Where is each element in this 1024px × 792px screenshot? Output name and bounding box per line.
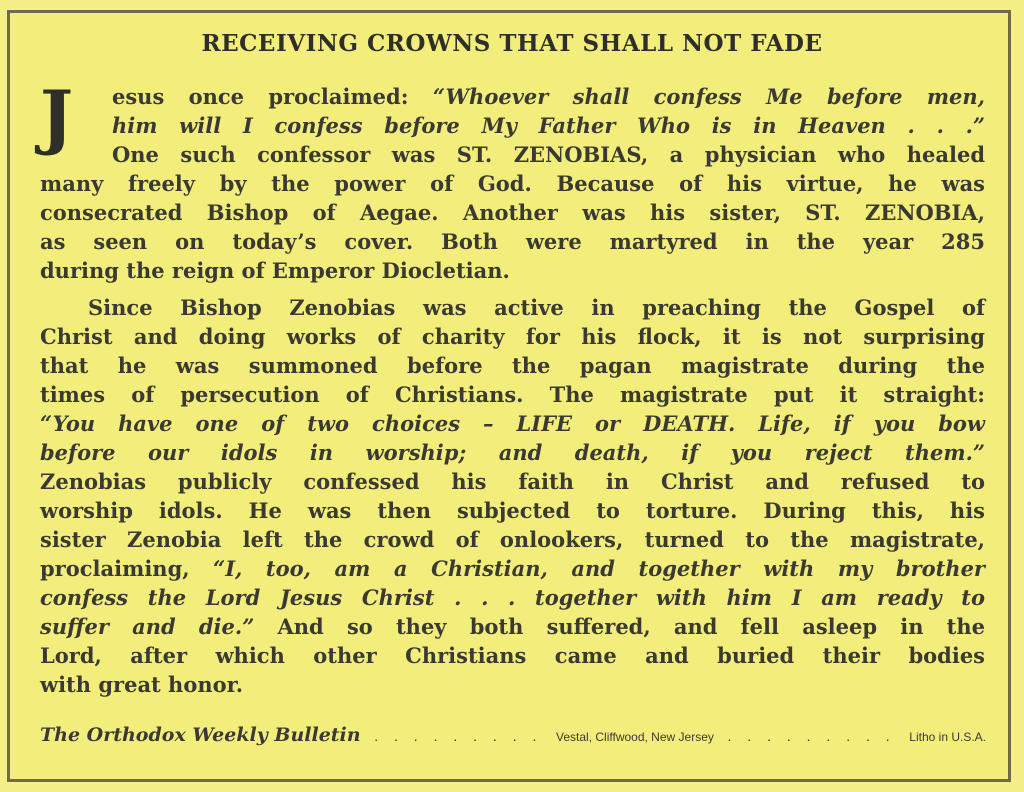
print-note: Litho in U.S.A. xyxy=(909,730,987,744)
paragraph2-line7: Zenobias publicly confessed his faith in Christ and refused to xyxy=(40,469,985,494)
leader-dots: . . . . . . . . . xyxy=(727,728,896,744)
paragraph2-line9: sister Zenobia left the crowd of onlookers, turned to the magistrate, xyxy=(40,527,985,552)
quote-text: “Whoever shall confess Me before men, xyxy=(432,84,985,109)
text-run: esus once proclaimed: xyxy=(112,84,433,109)
paragraph2-line5: “You have one of two choices – LIFE or DEATH. Life, if you bow xyxy=(40,411,985,436)
paragraph1-line1 xyxy=(112,82,985,111)
paragraph2-line12 xyxy=(40,612,985,641)
text-run: And so they both suffered, and fell asleep in the xyxy=(254,614,986,639)
paragraph1-line5: consecrated Bishop of Aegae. Another was his sister, ST. ZENOBIA, xyxy=(40,200,985,225)
drop-cap: J xyxy=(40,75,74,158)
paragraph1-line6: as seen on today’s cover. Both were martyred in the year 285 xyxy=(40,229,985,254)
paragraph2-line3: that he was summoned before the pagan magistrate during the xyxy=(40,353,985,378)
publication-name: The Orthodox Weekly Bulletin xyxy=(40,724,361,746)
bulletin-footer xyxy=(40,724,986,750)
paragraph1-line4: many freely by the power of God. Because of his virtue, he was xyxy=(40,171,985,196)
paragraph2-line8: worship idols. He was then subjected to torture. During this, his xyxy=(40,498,985,523)
quote-text: suffer and die.” xyxy=(40,614,255,639)
article-title: RECEIVING CROWNS THAT SHALL NOT FADE xyxy=(201,30,823,57)
paragraph2-line6: before our idols in worship; and death, if you reject them.” xyxy=(40,440,985,465)
paragraph2-line11: confess the Lord Jesus Christ . . . together with him I am ready to xyxy=(40,585,985,610)
paragraph2-line10 xyxy=(40,554,985,583)
text-run: proclaiming, xyxy=(40,556,214,581)
leader-dots: . . . . . . . . . xyxy=(374,728,543,744)
paragraph2-line4: times of persecution of Christians. The magistrate put it straight: xyxy=(40,382,985,407)
paragraph1-line3: One such confessor was ST. ZENOBIAS, a physician who healed xyxy=(112,142,985,167)
publisher-location: Vestal, Cliffwood, New Jersey xyxy=(556,730,714,744)
paragraph2-line1: Since Bishop Zenobias was active in preaching the Gospel of xyxy=(88,295,985,320)
paragraph1-line2: him will I confess before My Father Who is in Heaven . . .” xyxy=(112,113,985,138)
paragraph2-line13: Lord, after which other Christians came and buried their bodies xyxy=(40,643,985,668)
paragraph2-line14: with great honor. xyxy=(40,672,244,697)
paragraph2-line2: Christ and doing works of charity for his flock, it is not surprising xyxy=(40,324,985,349)
paragraph1-line7: during the reign of Emperor Diocletian. xyxy=(40,258,510,283)
quote-text: “I, too, am a Christian, and together with my brother xyxy=(213,556,985,581)
